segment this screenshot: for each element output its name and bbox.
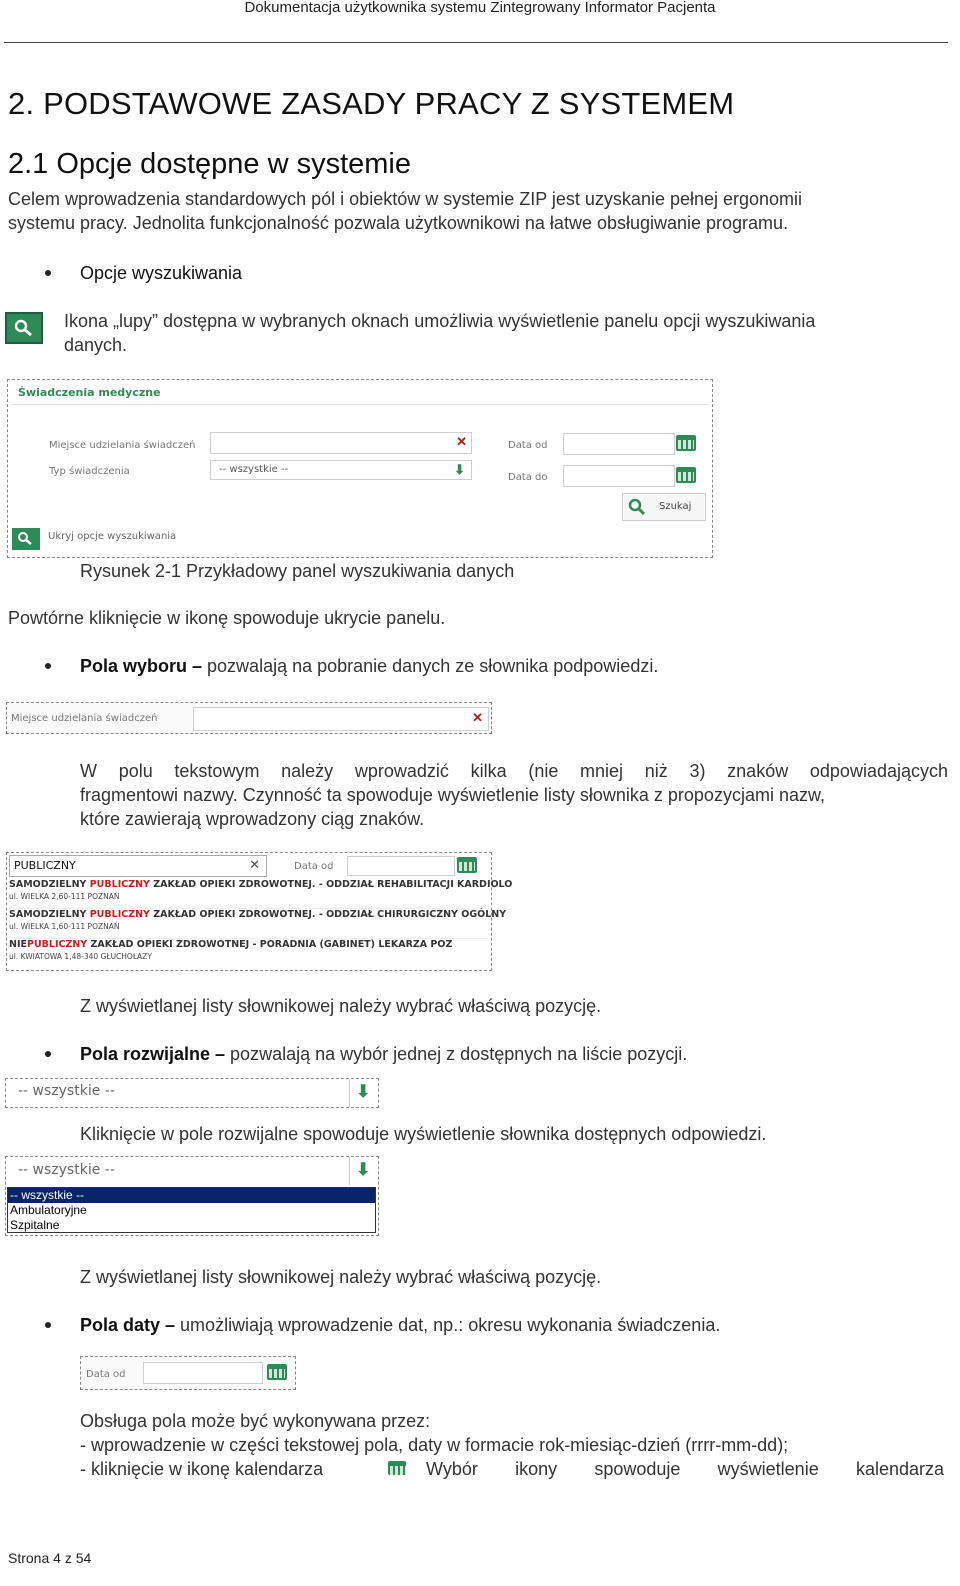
search-icon[interactable] <box>5 312 43 344</box>
search-toggle-icon[interactable] <box>12 528 40 550</box>
date-usage-calendar: - kliknięcie w ikonę kalendarza <box>80 1459 324 1479</box>
chapter-title: 2. PODSTAWOWE ZASADY PRACY Z SYSTEMEM <box>8 86 735 121</box>
autocomplete-list <box>9 879 513 968</box>
date-from-label: Data od <box>508 440 548 451</box>
clear-icon[interactable]: ✕ <box>472 710 483 725</box>
page-number: Strona 4 z 54 <box>8 1550 92 1566</box>
autocomplete-item-name: SAMODZIELNY PUBLICZNY ZAKŁAD OPIEKI ZDROWOTNEJ. - ODDZIAŁ CHIRURGICZNY OGÓLNY <box>9 909 507 920</box>
search-button-label: Szukaj <box>659 501 692 512</box>
date-bullet: Pola daty – umożliwiają wprowadzenie dat, np.: okresu wykonania świadczenia. <box>80 1315 721 1335</box>
choice-input[interactable] <box>193 707 489 731</box>
bullet-dot <box>45 663 51 669</box>
choice-field-label: Miejsce udzielania świadczeń <box>11 713 158 724</box>
choice-desc-1: W polu tekstowym należy wprowadzić kilka (nie mniej niż 3) znaków odpowiadających <box>80 761 948 781</box>
calendar-icon[interactable] <box>267 1364 287 1380</box>
search-button[interactable] <box>622 493 706 521</box>
date-from-input[interactable] <box>563 433 675 455</box>
autocomplete-item-address: ul. KWIATOWA 1,48-340 GŁUCHOŁAZY <box>9 952 152 961</box>
dropdown-list <box>7 1187 376 1233</box>
dropdown-desc: Kliknięcie w pole rozwijalne spowoduje wyświetlenie słownika dostępnych odpowiedzi. <box>80 1124 767 1144</box>
type-select-value: -- wszystkie -- <box>219 464 289 475</box>
intro-line-1: Celem wprowadzenia standardowych pól i obiektów w systemie ZIP jest uzyskanie pełnej ergonomii <box>8 189 803 209</box>
clear-icon[interactable]: ✕ <box>249 857 260 872</box>
section-title: 2.1 Opcje dostępne w systemie <box>8 148 411 180</box>
date-input[interactable] <box>347 856 455 876</box>
panel-header <box>12 384 708 405</box>
calendar-icon[interactable] <box>676 467 696 483</box>
autocomplete-item[interactable] <box>9 939 487 968</box>
document-header: Dokumentacja użytkownika systemu Zintegrowany Informator Pacjenta <box>244 0 716 16</box>
dropdown-open-example <box>5 1156 379 1236</box>
calendar-icon[interactable] <box>457 857 477 873</box>
date-usage-text: - wprowadzenie w części tekstowej pola, daty w formacie rok-miesiąc-dzień (rrrr-mm-dd); <box>80 1435 789 1455</box>
type-label: Typ świadczenia <box>49 466 130 477</box>
dropdown-button[interactable] <box>349 1079 378 1107</box>
dropdown-button[interactable] <box>349 1157 378 1185</box>
date-field-example <box>80 1356 296 1390</box>
autocomplete-input[interactable] <box>9 855 267 877</box>
date-from-label: Data od <box>294 861 334 872</box>
bullet-dot <box>45 1051 51 1057</box>
figure-caption: Rysunek 2-1 Przykładowy panel wyszukiwania danych <box>80 561 515 581</box>
choice-select-note: Z wyświetlanej listy słownikowej należy wybrać właściwą pozycję. <box>80 996 602 1016</box>
autocomplete-item-name: SAMODZIELNY PUBLICZNY ZAKŁAD OPIEKI ZDROWOTNEJ. - ODDZIAŁ REHABILITACJI KARDIOLO <box>9 879 513 890</box>
date-field-label: Data od <box>86 1369 126 1380</box>
date-to-input[interactable] <box>563 465 675 487</box>
search-panel <box>7 379 713 558</box>
magnifier-icon <box>628 498 646 516</box>
clear-icon[interactable]: ✕ <box>456 434 467 449</box>
dropdown-select-note: Z wyświetlanej listy słownikowej należy wybrać właściwą pozycję. <box>80 1267 602 1287</box>
place-label: Miejsce udzielania świadczeń <box>49 440 196 451</box>
choice-desc-3: które zawierają wprowadzony ciąg znaków. <box>80 809 425 829</box>
arrow-down-icon[interactable]: ⬇ <box>454 462 465 477</box>
autocomplete-item[interactable] <box>9 879 513 909</box>
calendar-icon[interactable] <box>676 435 696 451</box>
hide-panel-note: Powtórne kliknięcie w ikonę spowoduje ukrycie panelu. <box>8 608 446 628</box>
type-select[interactable] <box>210 460 472 480</box>
autocomplete-input-value: PUBLICZNY <box>14 859 76 872</box>
dropdown-value: -- wszystkie -- <box>18 1083 115 1099</box>
search-options-bullet: Opcje wyszukiwania <box>80 263 243 283</box>
autocomplete-item-name: NIEPUBLICZNY ZAKŁAD OPIEKI ZDROWOTNEJ - PORADNIA (GABINET) LEKARZA POZ <box>9 939 453 950</box>
date-usage-calendar-cont: Wybór ikony spowoduje wyświetlenie kalendarza <box>426 1459 944 1479</box>
autocomplete-item[interactable] <box>9 909 507 939</box>
dropdown-bullet: Pola rozwijalne – pozwalają na wybór jednej z dostępnych na liście pozycji. <box>80 1044 688 1064</box>
arrow-down-icon: ⬇ <box>356 1082 371 1101</box>
hide-search-link[interactable]: Ukryj opcje wyszukiwania <box>48 531 177 542</box>
dropdown-value: -- wszystkie -- <box>18 1162 115 1178</box>
choice-bullet: Pola wyboru – pozwalają na pobranie danych ze słownika podpowiedzi. <box>80 656 659 676</box>
search-desc-1: Ikona „lupy” dostępna w wybranych oknach umożliwia wyświetlenie panelu opcji wyszukiwania <box>64 311 816 331</box>
autocomplete-item-address: ul. WIELKA 2,60-111 POZNAŃ <box>9 892 120 901</box>
intro-line-2: systemu pracy. Jednolita funkcjonalność pozwala użytkownikowi na łatwe obsługiwanie programu. <box>8 213 789 233</box>
choice-desc-2: fragmentowi nazwy. Czynność ta spowoduje wyświetlenie listy słownika z propozycjami nazw, <box>80 785 825 805</box>
date-to-label: Data do <box>508 472 548 483</box>
calendar-icon <box>388 1461 406 1475</box>
panel-title: Świadczenia medyczne <box>18 386 161 399</box>
date-usage-intro: Obsługa pola może być wykonywana przez: <box>80 1411 431 1431</box>
date-field-input[interactable] <box>143 1362 263 1384</box>
place-input[interactable] <box>210 432 472 454</box>
bullet-dot <box>45 270 51 276</box>
dropdown-example[interactable] <box>5 1078 379 1108</box>
header-divider <box>4 42 948 43</box>
autocomplete-example <box>6 852 513 971</box>
arrow-down-icon: ⬇ <box>356 1160 371 1179</box>
bullet-dot <box>45 1322 51 1328</box>
dropdown-option[interactable]: Ambulatoryjne <box>10 1203 87 1217</box>
choice-field-example <box>6 702 492 734</box>
dropdown-option[interactable]: Szpitalne <box>10 1218 60 1232</box>
search-desc-2: danych. <box>64 335 128 355</box>
autocomplete-item-address: ul. WIELKA 1,60-111 POZNAŃ <box>9 922 120 931</box>
dropdown-option-selected[interactable]: -- wszystkie -- <box>8 1188 375 1203</box>
